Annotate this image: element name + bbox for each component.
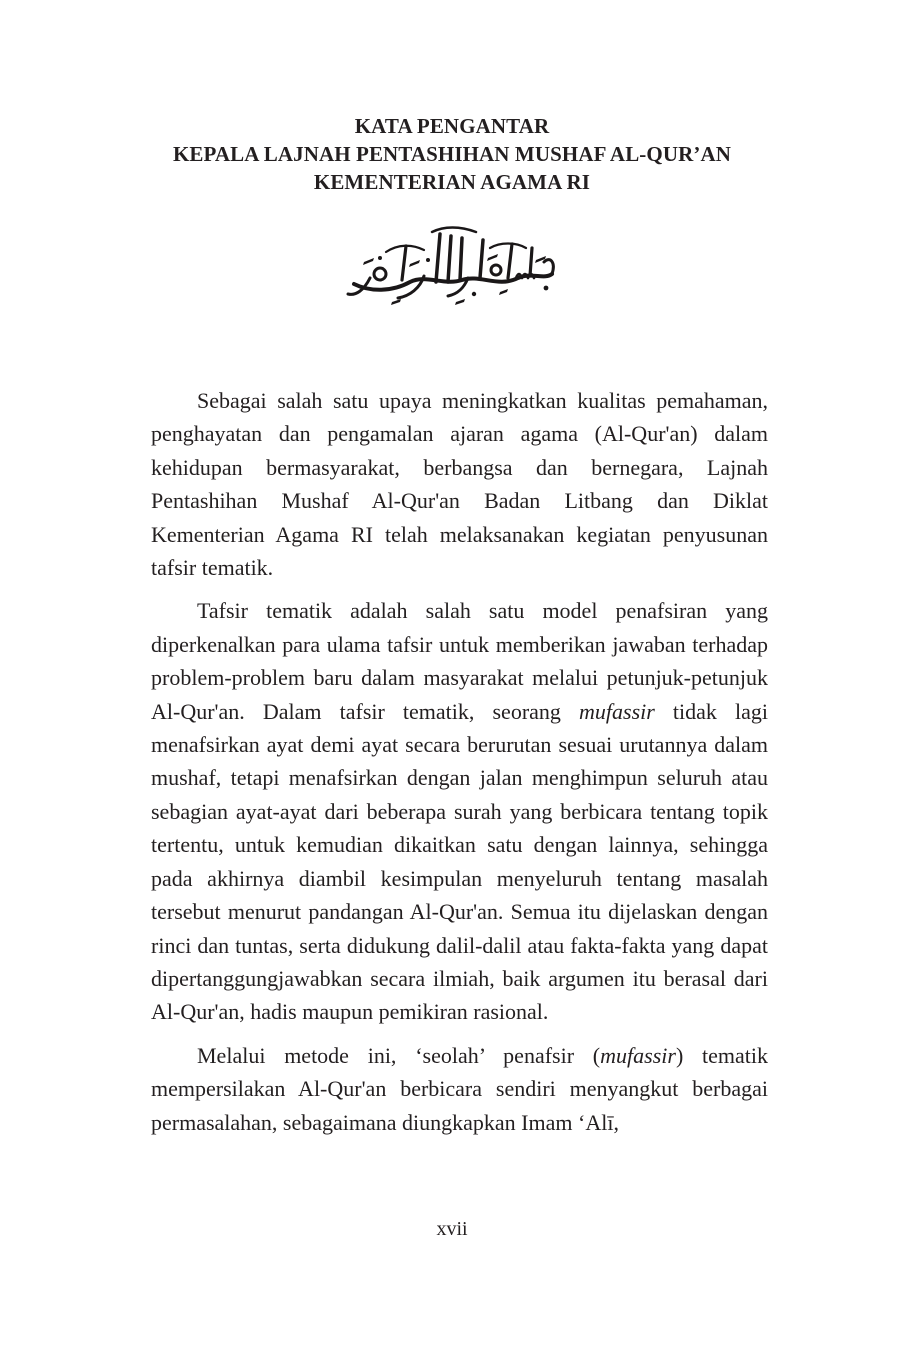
basmala-calligraphy [340, 222, 564, 310]
italic-term-mufassir: mufassir [600, 1042, 676, 1068]
paragraph-2 [151, 594, 768, 1028]
paragraph-2-text-a: Tafsir tematik adalah salah satu model penafsiran yang diperkenalkan para ulama tafsir untuk memberikan jawaban terhadap problem-problem baru dalam masyarakat melalui petunjuk-petunjuk Al-Qur'an. Dalam tafsir tematik, seorang [151, 598, 768, 724]
paragraph-1: Sebagai salah satu upaya meningkatkan kualitas pemahaman, penghayatan dan pengamalan ajaran agama (Al-Qur'an) dalam kehidupan bermasyarakat, berbangsa dan bernegara, Lajnah Pentashihan Mushaf Al-Qur'an Badan Litbang dan Diklat Kementerian Agama RI telah melaksanakan kegiatan penyusunan tafsir tematik. [151, 388, 768, 581]
paragraph-2-text-b: tidak lagi menafsirkan ayat demi ayat secara berurutan sesuai urutannya dalam mushaf, tetapi menafsirkan dengan jalan menghimpun seluruh atau sebagian ayat-ayat dari beberapa surah yang berbicara tentang topik tertentu, untuk kemudian dikaitkan satu dengan lainnya, sehingga pada akhirnya diambil kesimpulan menyeluruh tentang masalah tersebut menurut pandangan Al-Qur'an. Semua itu dijelaskan dengan rinci dan tuntas, serta didukung dalil-dalil atau fakta-fakta yang dapat dipertanggungjawabkan secara ilmiah, baik argumen itu berasal dari Al-Qur'an, hadis maupun pemikiran rasional. [151, 698, 768, 1025]
page-number: xvii [436, 1218, 468, 1240]
paragraph-3-text-a: Melalui metode ini, ‘seolah’ penafsir ( [197, 1042, 601, 1068]
page-heading [0, 112, 904, 196]
italic-term-mufassir: mufassir [579, 698, 655, 724]
heading-line-ministry: KEMENTERIAN AGAMA RI [313, 170, 591, 194]
paragraph-3-text-b: ) tematik mempersilakan Al-Qur'an berbicara sendiri menyangkut berbagai permasalahan, sebagaimana diungkapkan Imam ‘Alī, [151, 1042, 769, 1135]
paragraph-3 [151, 1039, 768, 1139]
heading-line-title: KATA PENGANTAR [354, 114, 550, 138]
body-text [151, 384, 768, 1149]
heading-line-office: KEPALA LAJNAH PENTASHIHAN MUSHAF AL-QUR’AN [172, 142, 731, 166]
